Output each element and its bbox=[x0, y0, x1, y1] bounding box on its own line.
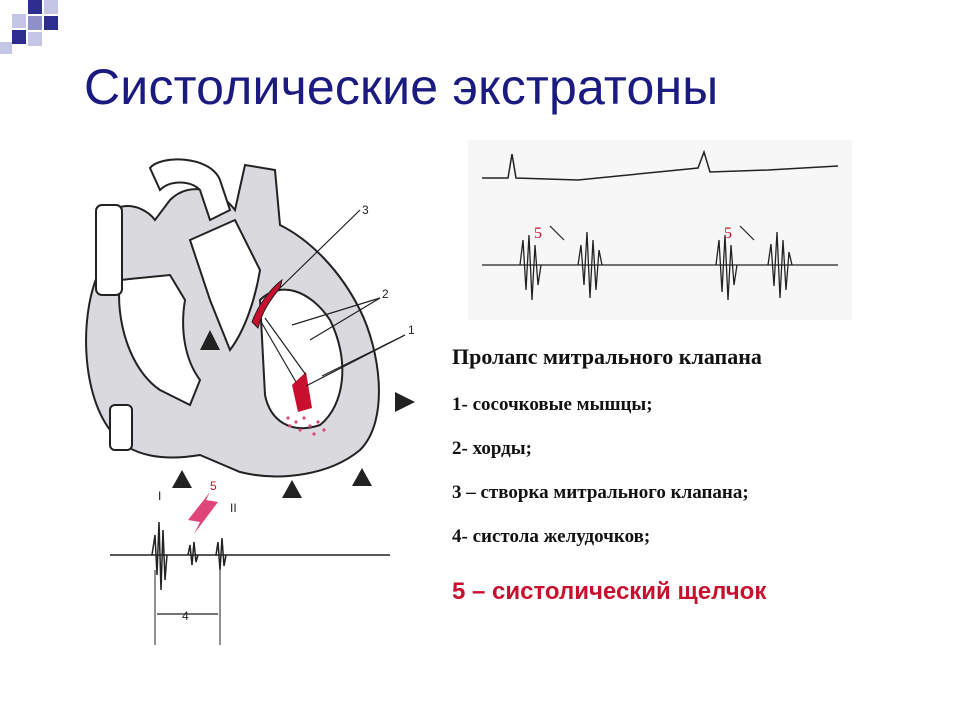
label-s2: II bbox=[230, 501, 237, 515]
click-arrow bbox=[188, 492, 218, 534]
label-4: 4 bbox=[182, 609, 189, 623]
label-s1: I bbox=[158, 489, 162, 503]
ecg-phono-panel bbox=[468, 140, 852, 320]
vessel-low bbox=[110, 405, 132, 450]
slide-title: Систолические экстратоны bbox=[84, 59, 719, 115]
systole-arrow-bottom-3 bbox=[352, 468, 372, 486]
legend-heading: Пролапс митрального клапана bbox=[452, 344, 762, 369]
pcg-s1 bbox=[152, 522, 167, 590]
ecg-label-5b: 5 bbox=[724, 225, 732, 242]
legend-item: 1- сосочковые мышцы; bbox=[452, 394, 653, 415]
logo-squares bbox=[0, 0, 80, 60]
systole-arrow-bottom-1 bbox=[172, 470, 192, 488]
legend-highlight: 5 – систолический щелчок bbox=[452, 578, 767, 605]
legend-item: 2- хорды; bbox=[452, 438, 532, 459]
heart-diagram bbox=[60, 150, 440, 650]
vessel-left bbox=[96, 205, 122, 295]
systole-arrow-right bbox=[395, 392, 415, 412]
pcg-s2 bbox=[216, 538, 226, 570]
label-1: 1 bbox=[408, 323, 415, 337]
label-5: 5 bbox=[210, 479, 217, 493]
legend-item: 4- систола желудочков; bbox=[452, 526, 651, 547]
systole-arrow-bottom-2 bbox=[282, 480, 302, 498]
label-2: 2 bbox=[382, 287, 389, 301]
legend-item: 3 – створка митрального клапана; bbox=[452, 482, 749, 503]
label-3: 3 bbox=[362, 203, 369, 217]
legend-list bbox=[452, 394, 749, 570]
pcg-click bbox=[188, 542, 198, 565]
ecg-label-5a: 5 bbox=[534, 225, 542, 242]
